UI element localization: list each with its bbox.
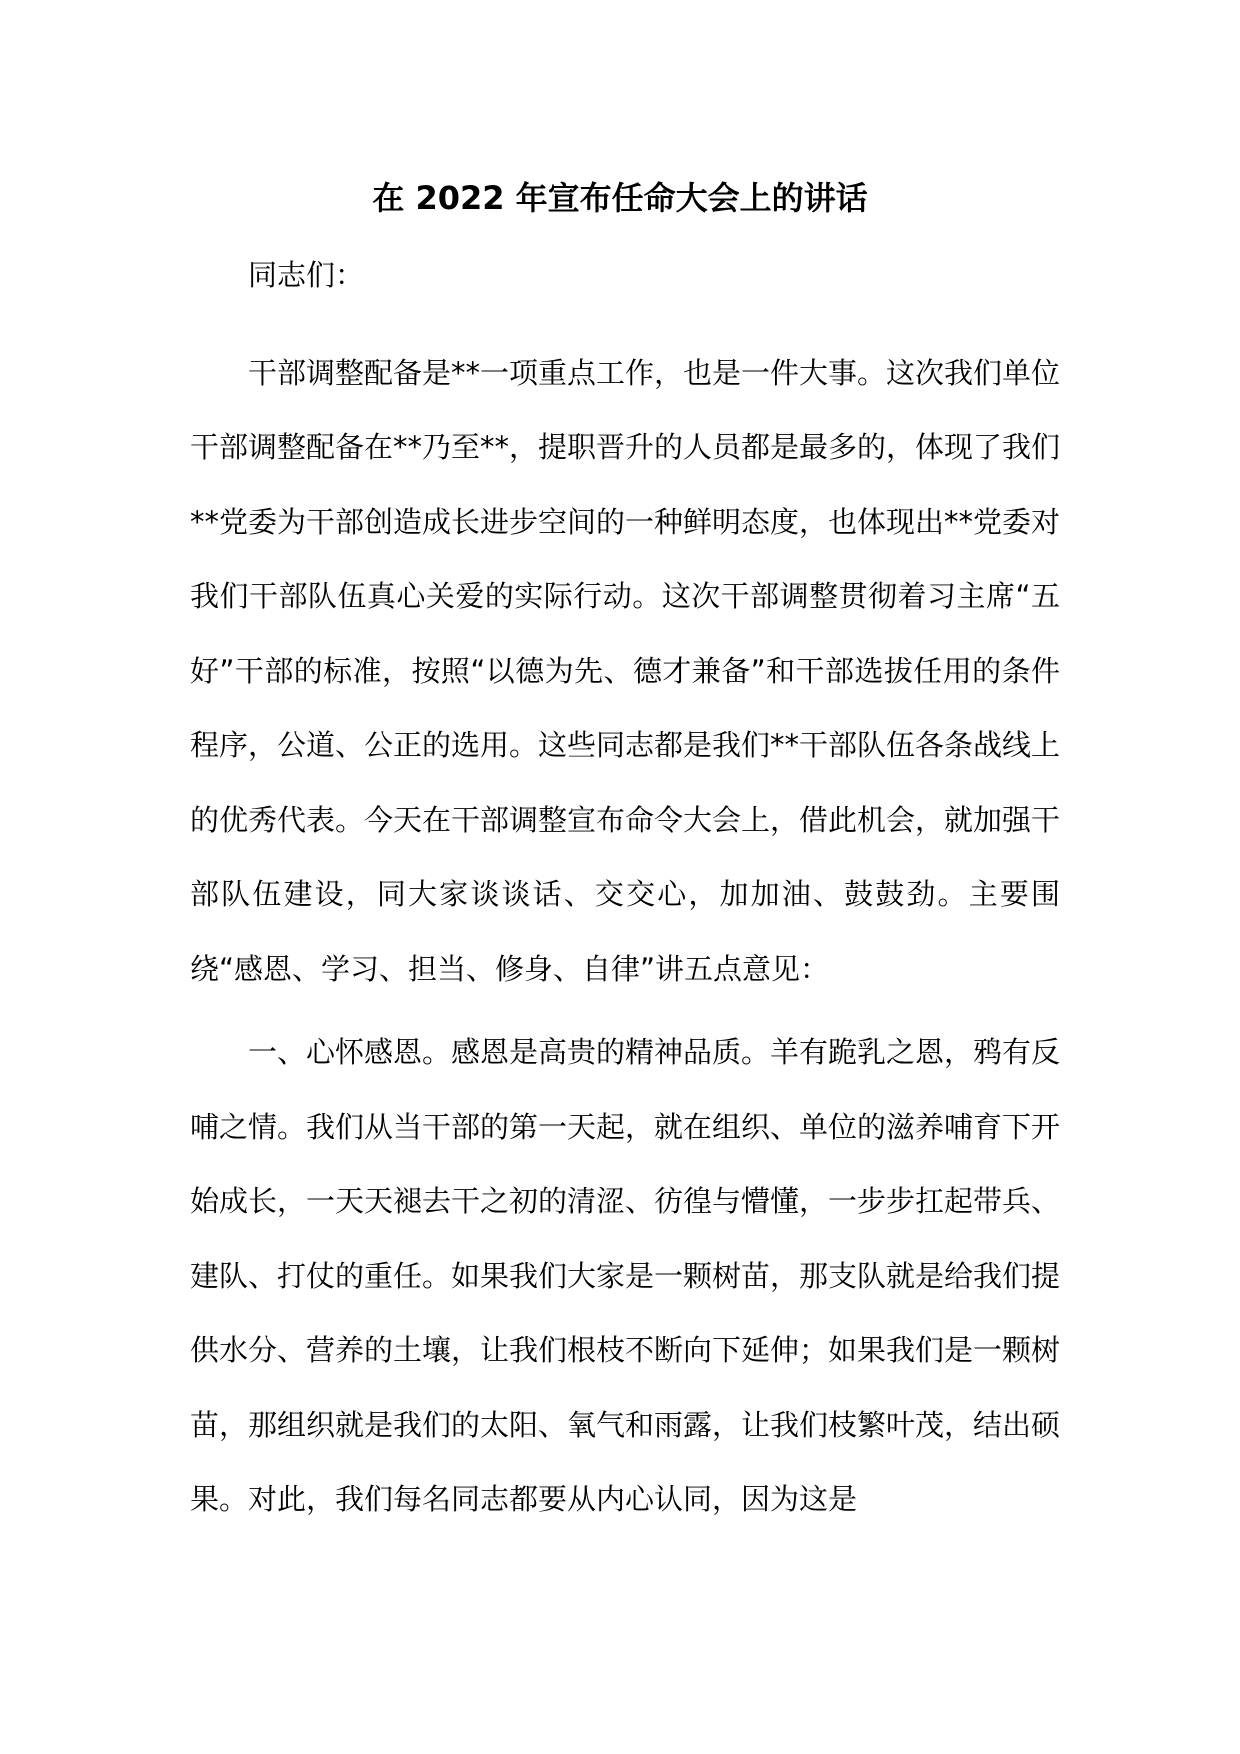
salutation: 同志们： — [248, 258, 365, 292]
paragraph-gratitude: 一、心怀感恩。感恩是高贵的精神品质。羊有跪乳之恩，鸦有反哺之情。我们从当干部的第一天起，就在组织、单位的滋养哺育下开始成长，一天天褪去干之初的清涩、彷徨与懵懂，一步步扛起带兵、建队、打仗的重任。如果我们大家是一颗树苗，那支队就是给我们提供水分、营养的土壤，让我们根枝不断向下延伸；如果我们是一颗树苗，那组织就是我们的太阳、氧气和雨露，让我们枝繁叶茂，结出硕果。对此，我们每名同志都要从内心认同，因为这是 — [190, 1035, 1061, 1516]
document-title: 在 2022 年宣布任命大会上的讲话 — [372, 179, 868, 217]
paragraph-intro: 干部调整配备是**一项重点工作，也是一件大事。这次我们单位干部调整配备在**乃至**，提职晋升的人员都是最多的，体现了我们**党委为干部创造成长进步空间的一种鲜明态度，也体现出**党委对我们干部队伍真心关爱的实际行动。这次干部调整贯彻着习主席“五好”干部的标准，按照“以德为先、德才兼备”和干部选拔任用的条件程序，公道、公正的选用。这些同志都是我们**干部队伍各条战线上的优秀代表。今天在干部调整宣布命令大会上，借此机会，就加强干部队伍建设，同大家谈谈话、交交心，加加油、鼓鼓劲。主要围绕“感恩、学习、担当、修身、自律”讲五点意见： — [190, 355, 1061, 986]
document-body — [190, 238, 1060, 1537]
